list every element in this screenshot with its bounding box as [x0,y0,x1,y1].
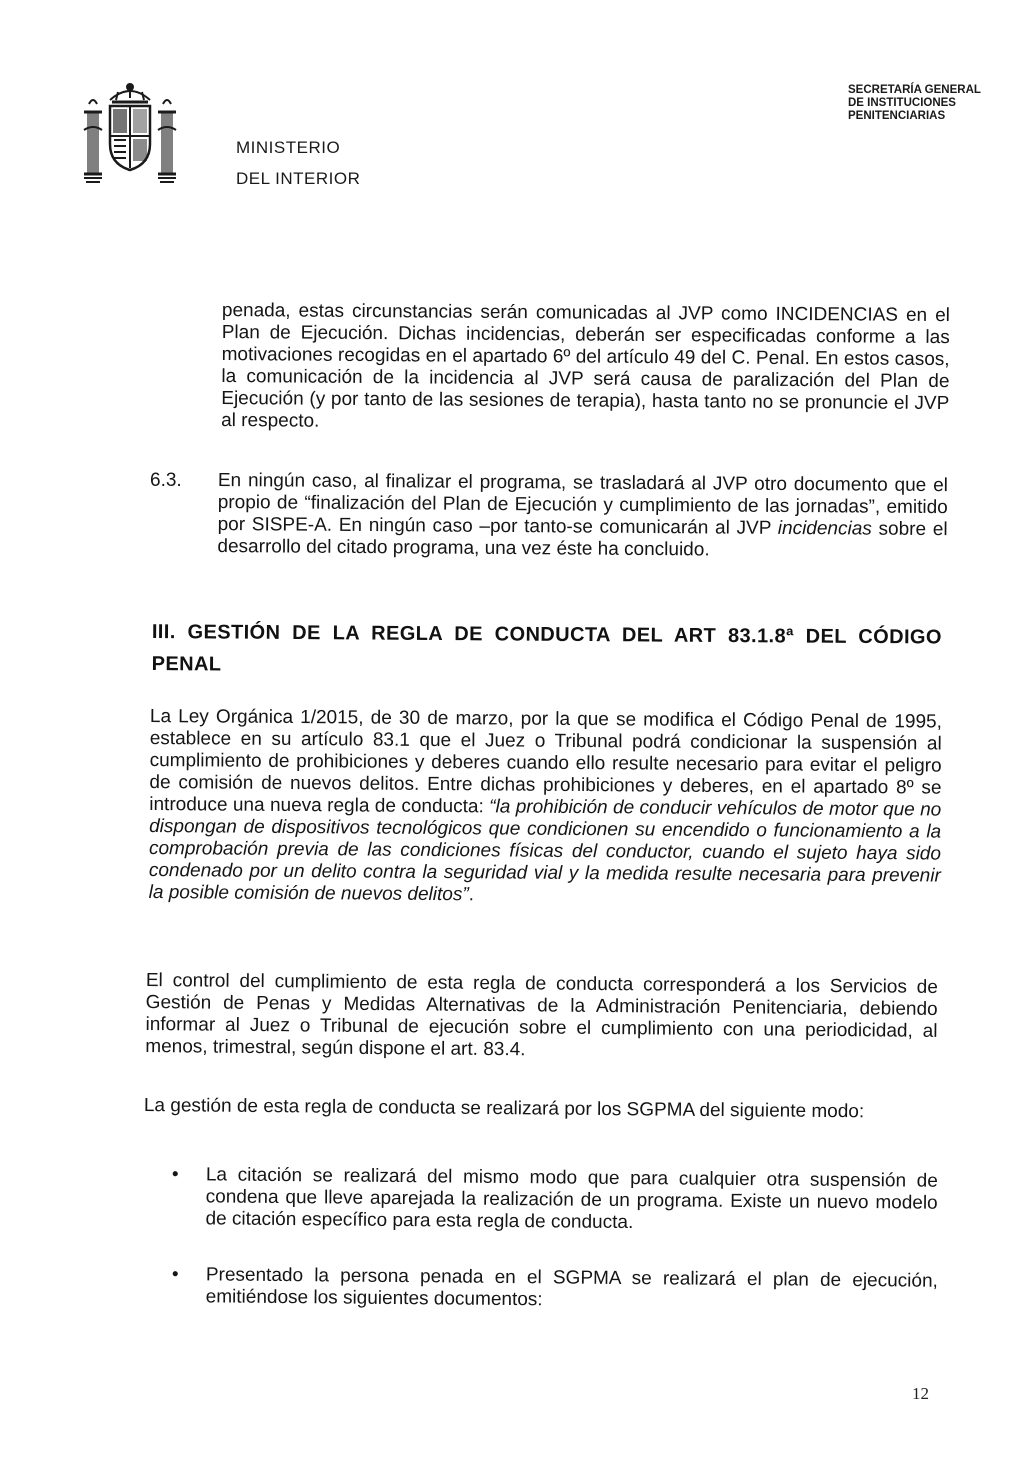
list-item [167,1164,938,1237]
ley-text-end: . [468,884,475,906]
bullet-list-1 [168,1164,938,1234]
control-paragraph: El control del cumplimiento de esta regla de conducta corresponderá a los Servicios de Gestión de Penas y Medidas Alternativas de la Administración Penitenciaria, debiendo informar al Juez o Tribunal de ejecución sobre el cumplimiento con una periodicidad, al menos, trimestral, según dispone el art. 83.4. [145,970,938,1061]
item-6-3-italic: incidencias [777,517,872,540]
continuation-paragraph: penada, estas circunstancias serán comunicadas al JVP como INCIDENCIAS en el Plan de Ejecución. Dichas incidencias, deberán ser especificadas conforme a las motivaciones recogidas en el apartado 6º del artículo 49 del C. Penal. En estos casos, la comunicación de la incidencia al JVP será causa de paralización del Plan de Ejecución (y por tanto de las sesiones de terapia), hasta tanto no se pronuncie el JVP al respecto. [221,300,950,432]
coat-of-arms-icon [80,78,180,186]
secretaria-line-2: DE INSTITUCIONES [848,97,956,109]
ley-text: La Ley Orgánica 1/2015, de 30 de marzo, por la que se modifica el Código Penal de 1995, establece en su artículo 83.1 que el Juez o Tribunal podrá condicionar la suspensión al cumplimiento de prohibiciones y deberes cuando ello resulte necesario para evitar el peligro de comisión de nuevos delitos. Entre dichas prohibiciones y deberes, en el apartado 8º se introduce una nueva regla de conducta: [149,706,942,818]
page-number: 12 [912,1384,929,1403]
secretaria-line-3: PENITENCIARIAS [848,110,946,122]
ministry-line-1: MINISTERIO [236,138,341,157]
secretaria-line-1: SECRETARÍA GENERAL [848,84,981,96]
list-item [168,1264,938,1315]
list-item-text: Presentado la persona penada en el SGPMA se realizará el plan de ejecución, emitiéndose los siguientes documentos: [205,1264,938,1311]
item-6-3-text: En ningún caso, al finalizar el programa, se trasladará al JVP otro documento que el propio de “finalización del Plan de Ejecución y cumplimiento de las jornadas”, emitido por SISPE-A. En ningún caso –por tanto-se comunicarán al JVP [217,470,948,539]
ley-paragraph [149,706,942,910]
bullet-icon: • [171,1164,179,1186]
list-item-text: La citación se realizará del mismo modo que para cualquier otra suspensión de condena que lleve aparejada la realización de un programa. Existe un nuevo modelo de citación específico para esta regla de conducta. [205,1164,938,1234]
ley-quote: “la prohibición de conducir vehículos de motor que no dispongan de dispositivos tecnológicos que condicionen su encendido o funcionamiento a la comprobación previa de las condiciones físicas del conductor, cuando el sujeto haya sido condenado por un delito contra la seguridad vial y la medida resulte necesaria para prevenir la posible comisión de nuevos delitos” [148,796,942,906]
item-6-3-text-end: sobre el desarrollo del citado programa, una vez éste ha concluido. [217,518,948,561]
ministry-line-2: DEL INTERIOR [236,169,361,188]
item-number: 6.3. [150,470,182,491]
bullet-icon: • [171,1264,179,1286]
gestion-paragraph: La gestión de esta regla de conducta se realizará por los SGPMA del siguiente modo: [143,1095,865,1123]
secretaria-general-block [848,84,981,123]
section-title: III. GESTIÓN DE LA REGLA DE CONDUCTA DEL ART 83.1.8ª DEL CÓDIGO PENAL [151,620,942,676]
item-6-3-paragraph [217,470,948,563]
bullet-list-2 [168,1264,938,1311]
ministry-name [236,132,360,194]
